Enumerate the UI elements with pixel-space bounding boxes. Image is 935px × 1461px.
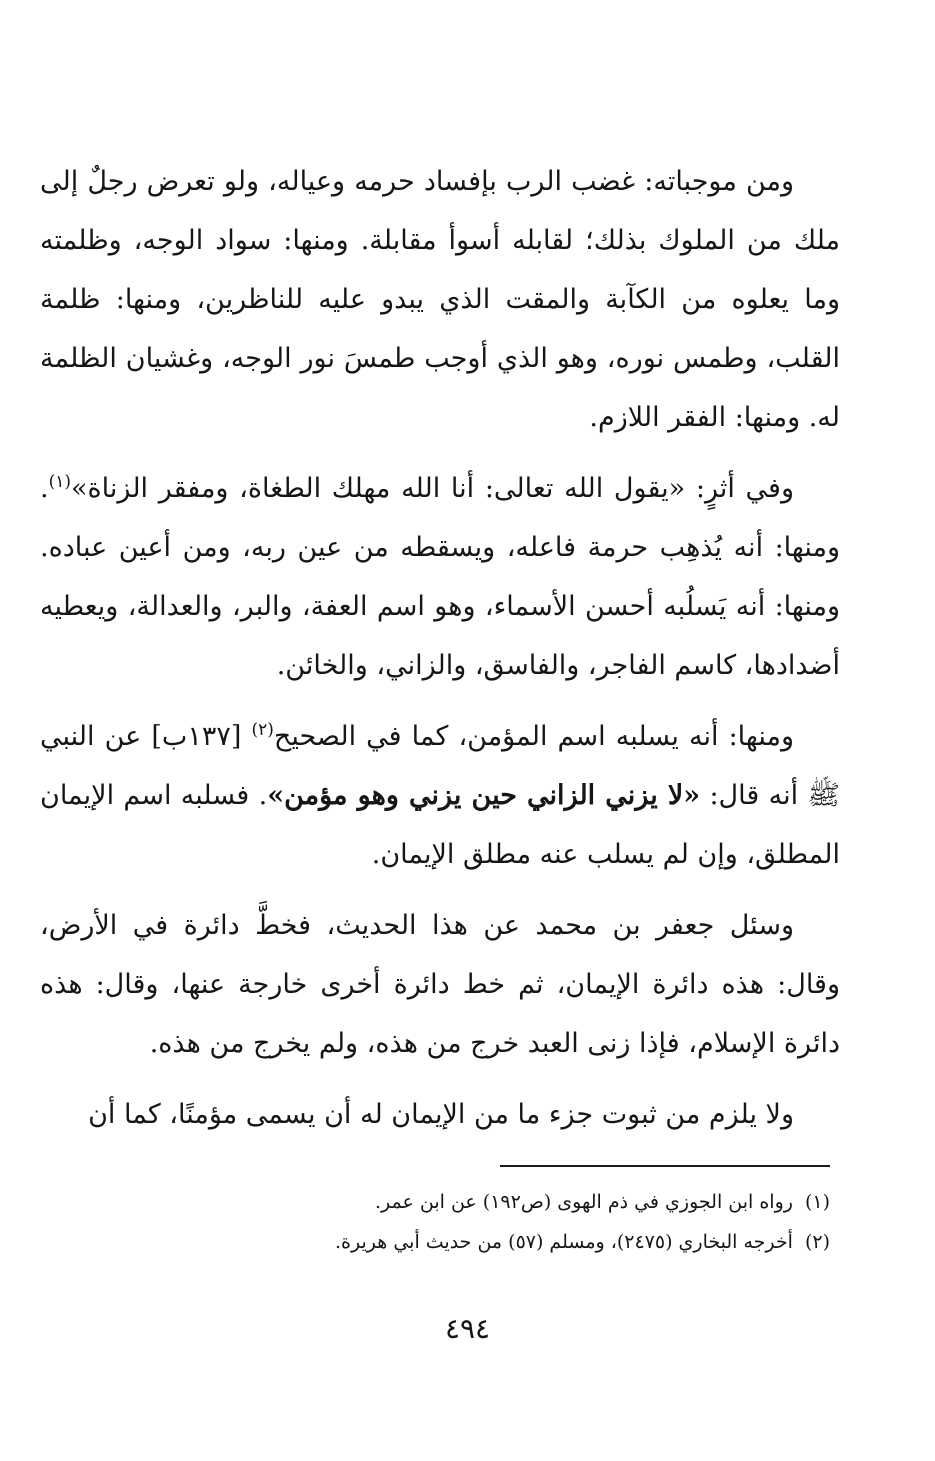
paragraph-3-continuation: . فسلبه اسم الإيمان المطلق، وإن لم يسلب عنه مطلق الإيمان. [40, 780, 840, 870]
paragraph-4-text: وسئل جعفر بن محمد عن هذا الحديث، فخطَّ دائرة في الأرض، وقال: هذه دائرة الإيمان، ثم خط دائرة أخرى خارجة عنها، وقال: هذه دائرة الإسلام، فإذا زنى العبد خرج من هذه، ولم يخرج من هذه. [40, 910, 840, 1059]
paragraph-1-text: ومن موجباته: غضب الرب بإفساد حرمه وعياله، ولو تعرض رجلٌ إلى ملك من الملوك بذلك؛ لقابله أسوأ مقابلة. ومنها: سواد الوجه، وظلمته وما يعلوه من الكآبة والمقت الذي يبدو عليه للناظرين، ومنها: ظلمة القلب، وطمس نوره، وهو الذي أوجب طمسَ نور الوجه، وغشيان الظلمة له. ومنها: الفقر اللازم. [40, 166, 840, 433]
paragraph-3-text: ومنها: أنه يسلبه اسم المؤمن، كما في الصحيح [273, 721, 795, 752]
paragraph-5-text: ولا يلزم من ثبوت جزء ما من الإيمان له أن يسمى مؤمنًا، كما أن [88, 1099, 794, 1130]
paragraph-2-continuation: . ومنها: أنه يُذهِب حرمة فاعله، ويسقطه من عين ربه، ومن أعين عباده. ومنها: أنه يَسلُبه أحسن الأسماء، وهو اسم العفة، والبر، والعدالة، ويعطيه أضدادها، كاسم الفاجر، والفاسق، والزاني، والخائن. [40, 473, 840, 681]
footnotes [100, 1182, 830, 1262]
footnote-divider [500, 1165, 830, 1167]
hadith-quote: «لا يزني الزاني حين يزني وهو مؤمن» [267, 780, 701, 811]
main-text [40, 152, 840, 1156]
footnote-1-number: (١) [804, 1191, 830, 1213]
footnote-ref-1: (١) [48, 472, 72, 492]
paragraph-1 [40, 152, 840, 447]
footnote-1-text: رواه ابن الجوزي في ذم الهوى (ص١٩٢) عن ابن عمر. [375, 1191, 793, 1213]
paragraph-2 [40, 459, 840, 695]
footnote-2 [100, 1222, 830, 1262]
paragraph-3-middle: [١٣٧ب] عن النبي ﷺ أنه قال: [40, 721, 840, 811]
paragraph-4 [40, 896, 840, 1073]
footnote-2-text: أخرجه البخاري (٢٤٧٥)، ومسلم (٥٧) من حديث أبي هريرة. [335, 1231, 793, 1253]
footnote-ref-2: (٢) [251, 720, 274, 740]
footnote-2-number: (٢) [804, 1231, 830, 1253]
paragraph-2-text: وفي أثرٍ: «يقول الله تعالى: أنا الله مهلك الطغاة، ومفقر الزناة» [71, 473, 795, 504]
paragraph-3 [40, 707, 840, 884]
footnote-1 [100, 1182, 830, 1222]
paragraph-5 [40, 1085, 840, 1144]
page-number: ٤٩٤ [444, 1312, 491, 1345]
